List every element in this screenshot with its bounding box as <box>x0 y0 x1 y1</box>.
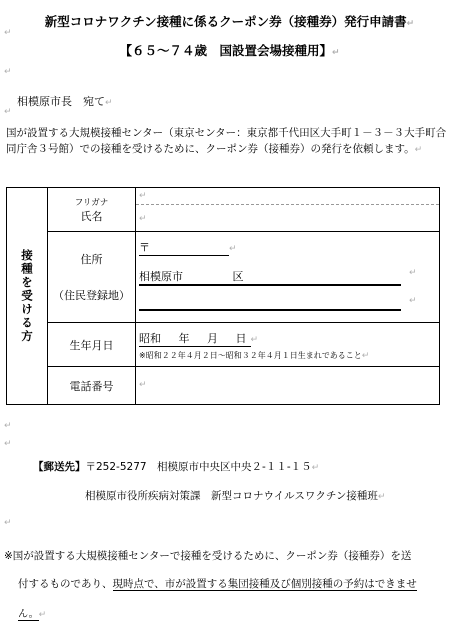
phone-field[interactable]: ↵ <box>139 380 147 390</box>
furigana-field[interactable]: ↵ <box>136 188 439 205</box>
mailing-tag: 【郵送先】 <box>33 461 86 473</box>
resident-label: （住民登録地） <box>53 289 130 302</box>
phone-label-cell <box>48 367 136 405</box>
addressee: 相模原市長 宛て↵ <box>17 95 113 108</box>
phone-label: 電話番号 <box>69 379 114 393</box>
recipient-side-label: 接種を受ける方 <box>7 188 48 405</box>
paragraph-mark: ↵ <box>4 107 12 117</box>
postal-code-field[interactable]: 〒 ↵ <box>139 241 237 254</box>
birth-note: ※昭和２２年４月２日～昭和３２年４月１日生まれであること↵ <box>139 351 370 361</box>
address-label-cell <box>48 232 136 323</box>
name-label-cell <box>48 188 136 232</box>
name-label: 氏名 <box>80 210 103 223</box>
paragraph-mark: ↵ <box>4 28 12 38</box>
application-form-table <box>6 187 440 405</box>
name-field[interactable]: ↵ <box>139 214 147 224</box>
birth-label: 生年月日 <box>69 338 114 352</box>
document-subtitle: 【６５～７４歳 国設置会場接種用】↵ <box>119 43 340 58</box>
note-line-2: 付するものであり、現時点で、市が設置する集団接種及び個別接種の予約はできませ <box>18 578 417 590</box>
phone-input-cell[interactable] <box>136 367 440 405</box>
paragraph-mark: ↵ <box>4 439 12 449</box>
address-input-cell[interactable] <box>136 232 440 323</box>
furigana-label: フリガナ <box>74 198 109 208</box>
birth-input-cell[interactable] <box>136 323 440 367</box>
name-input-cell[interactable] <box>136 188 440 232</box>
birth-date-field[interactable]: 昭和 年 月 日 ↵ <box>139 332 259 345</box>
paragraph-mark: ↵ <box>4 421 12 431</box>
paragraph-mark: ↵ <box>4 67 12 77</box>
mailing-department: 相模原市役所疾病対策課 新型コロナウイルスワクチン接種班↵ <box>85 490 386 502</box>
note-tail: ん。↵ <box>18 609 47 620</box>
intro-text: 国が設置する大規模接種センター（東京センター：東京都千代田区大手町１－３－３大手町合同庁舎３号館）での接種を受けるために、クーポン券（接種券）の発行を依頼します。↵ <box>6 127 447 155</box>
note-line-1: ※国が設置する大規模接種センターで接種を受けるために、クーポン券（接種券）を送 <box>4 550 412 562</box>
paragraph-mark: ↵ <box>4 518 12 528</box>
mailing-address: 【郵送先】〒252-5277 相模原市中央区中央２-１１-１５↵ <box>33 461 320 473</box>
address-label: 住所 <box>80 253 103 266</box>
note-warning-underlined: 現時点で、市が設置する集団接種及び個別接種の予約はできませ <box>112 578 417 590</box>
address-line-2[interactable]: ↵ <box>139 296 401 311</box>
birth-label-cell <box>48 323 136 367</box>
address-line-1[interactable]: 相模原市 区 ↵ <box>139 268 401 286</box>
document-title: 新型コロナワクチン接種に係るクーポン券（接種券）発行申請書↵ <box>44 14 415 29</box>
